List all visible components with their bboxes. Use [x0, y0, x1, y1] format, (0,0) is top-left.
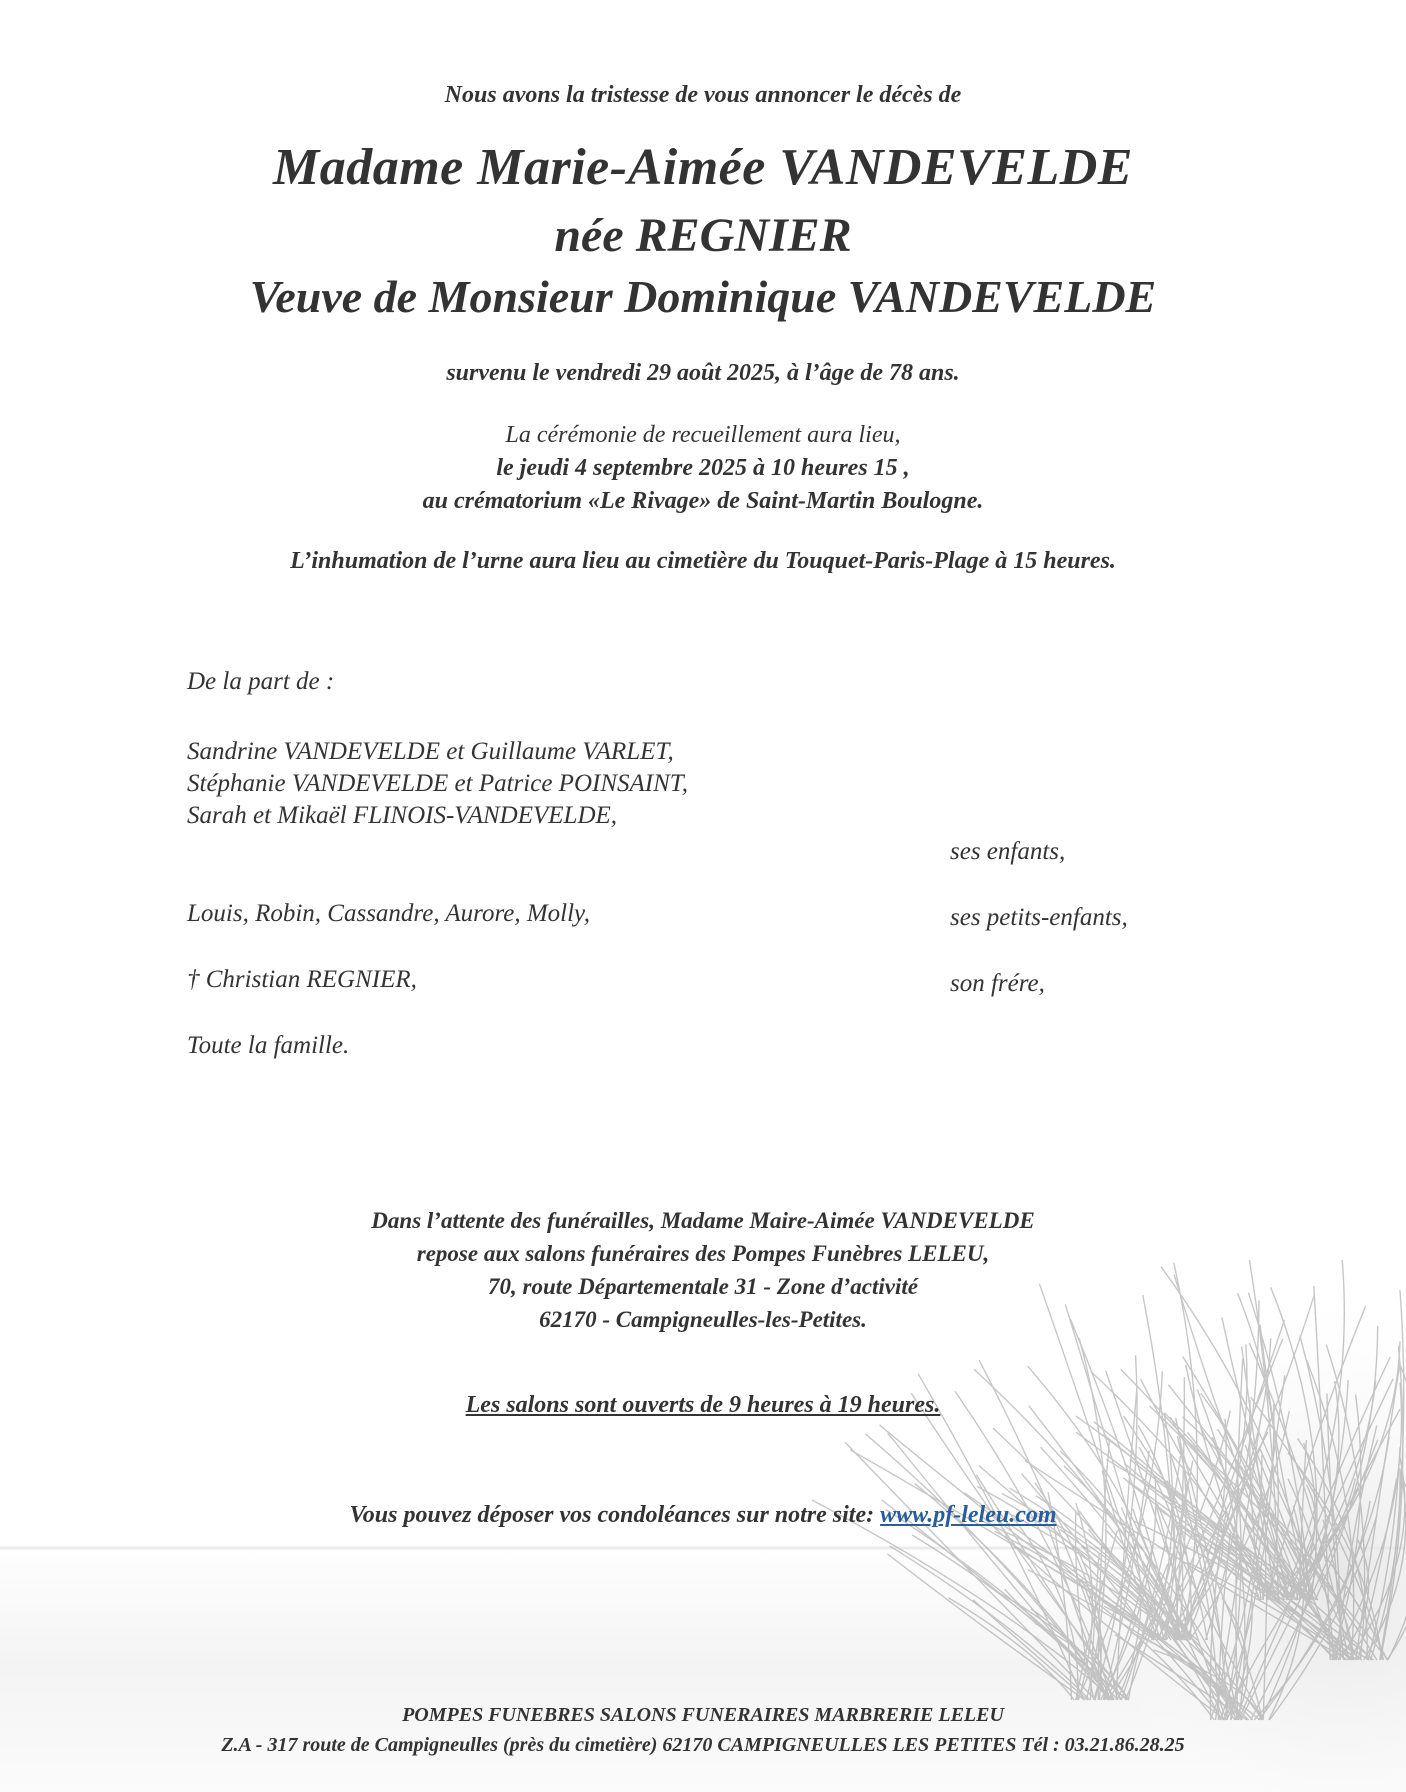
brother-label: son frére,	[950, 970, 1045, 997]
footer-address: Z.A - 317 route de Campigneulles (près du cimetière) 62170 CAMPIGNEULLES LES PETITES Tél : 03.21.86.28.25	[221, 1734, 1185, 1756]
maiden-name: née REGNIER	[554, 209, 852, 262]
widow-of: Veuve de Monsieur Dominique VANDEVELDE	[249, 271, 1157, 322]
child-line-3: Sarah et Mikaël FLINOIS-VANDEVELDE,	[187, 802, 618, 829]
condolences-text: Vous pouvez déposer vos condoléances sur notre site:	[349, 1502, 875, 1528]
ceremony-line-3: au crématorium «Le Rivage» de Saint-Martin Boulogne.	[422, 488, 984, 514]
grandchildren-label: ses petits-enfants,	[950, 904, 1128, 931]
resting-line-4: 62170 - Campigneulles-les-Petites.	[539, 1307, 867, 1332]
brother-line: † Christian REGNIER,	[187, 966, 417, 993]
all-family-line: Toute la famille.	[187, 1032, 350, 1059]
resting-line-1: Dans l’attente des funérailles, Madame Maire-Aimée VANDEVELDE	[371, 1208, 1035, 1233]
ceremony-line-2: le jeudi 4 septembre 2025 à 10 heures 15 ,	[496, 455, 910, 481]
footer-company: POMPES FUNEBRES SALONS FUNERAIRES MARBRERIE LELEU	[402, 1704, 1004, 1726]
resting-line-3: 70, route Départementale 31 - Zone d’activité	[488, 1274, 918, 1299]
condolences-line	[0, 1502, 1406, 1529]
resting-line-2: repose aux salons funéraires des Pompes Funèbres LELEU,	[416, 1241, 990, 1266]
ceremony-line-1: La cérémonie de recueillement aura lieu,	[505, 422, 901, 448]
salon-hours-text: Les salons sont ouverts de 9 heures à 19 heures.	[465, 1392, 941, 1418]
inhumation-line: L’inhumation de l’urne aura lieu au cimetière du Touquet-Paris-Plage à 15 heures.	[290, 548, 1116, 574]
grandchildren-line: Louis, Robin, Cassandre, Aurore, Molly,	[187, 900, 591, 927]
child-line-1: Sandrine VANDEVELDE et Guillaume VARLET,	[187, 738, 674, 765]
salon-hours	[0, 1392, 1406, 1419]
children-label: ses enfants,	[950, 838, 1066, 865]
intro-line: Nous avons la tristesse de vous annoncer le décès de	[444, 82, 962, 108]
death-info: survenu le vendredi 29 août 2025, à l’âge de 78 ans.	[446, 360, 960, 386]
deceased-name: Madame Marie-Aimée VANDEVELDE	[273, 139, 1133, 196]
family-header: De la part de :	[187, 668, 335, 695]
child-line-2: Stéphanie VANDEVELDE et Patrice POINSAINT,	[187, 770, 689, 797]
condolences-link[interactable]: www.pf-leleu.com	[880, 1502, 1057, 1528]
